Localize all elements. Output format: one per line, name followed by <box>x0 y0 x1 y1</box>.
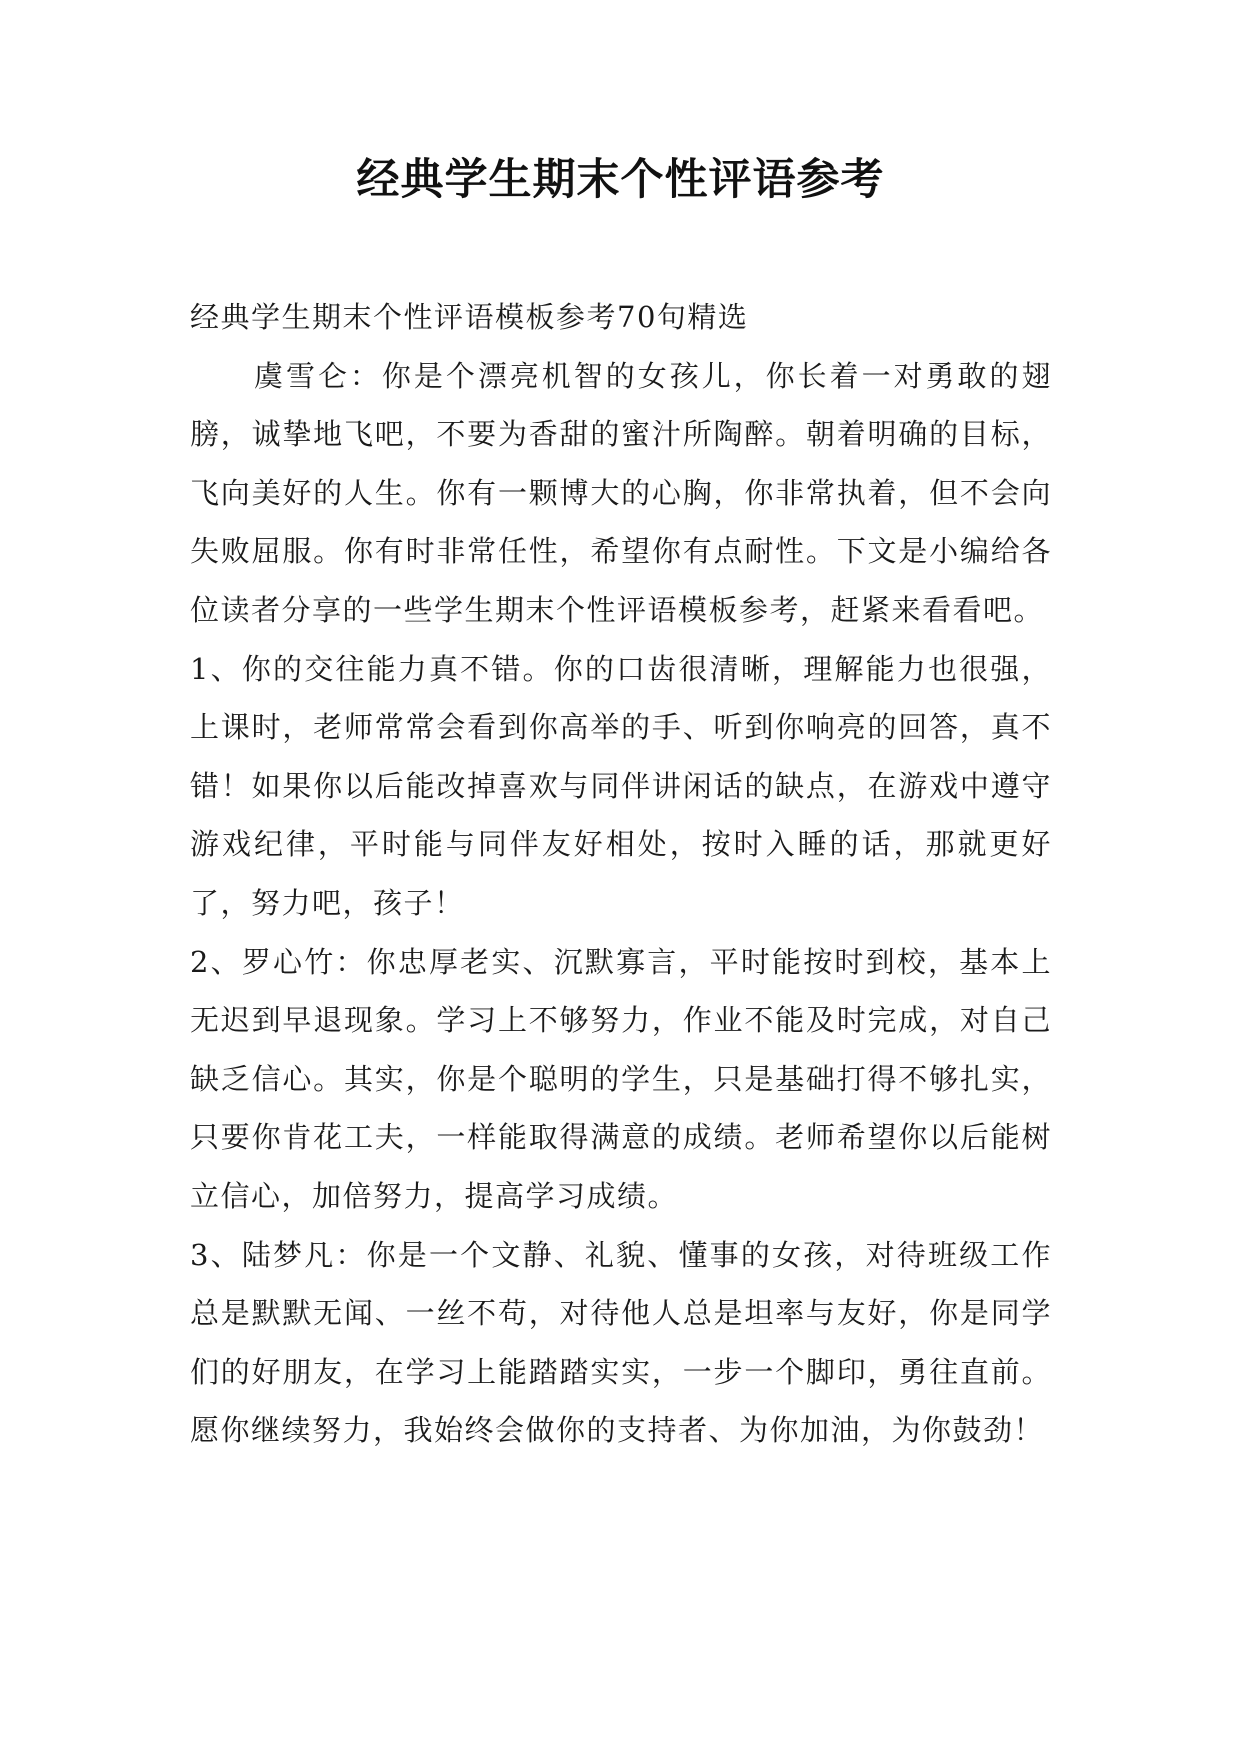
document-subtitle: 经典学生期末个性评语模板参考70句精选 <box>190 300 749 334</box>
document-body <box>190 288 1052 1460</box>
comment-item-1: 1、你的交往能力真不错。你的口齿很清晰，理解能力也很强，上课时，老师常常会看到你高举的手、听到你响亮的回答，真不错！如果你以后能改掉喜欢与同伴讲闲话的缺点，在游戏中遵守游戏纪律，平时能与同伴友好相处，按时入睡的话，那就更好了，努力吧，孩子！ <box>190 651 1052 920</box>
intro-paragraph: 虞雪仑：你是个漂亮机智的女孩儿，你长着一对勇敢的翅膀，诚挚地飞吧，不要为香甜的蜜汁所陶醉。朝着明确的目标，飞向美好的人生。你有一颗博大的心胸，你非常执着，但不会向失败屈服。你有时非常任性，希望你有点耐性。下文是小编给各位读者分享的一些学生期末个性评语模板参考，赶紧来看看吧。 <box>190 358 1052 627</box>
document-title: 经典学生期末个性评语参考 <box>356 155 885 205</box>
comment-item-2: 2、罗心竹：你忠厚老实、沉默寡言，平时能按时到校，基本上无迟到早退现象。学习上不够努力，作业不能及时完成，对自己缺乏信心。其实，你是个聪明的学生，只是基础打得不够扎实，只要你肯花工夫，一样能取得满意的成绩。老师希望你以后能树立信心，加倍努力，提高学习成绩。 <box>190 944 1052 1213</box>
comment-item-3: 3、陆梦凡：你是一个文静、礼貌、懂事的女孩，对待班级工作总是默默无闻、一丝不苟，对待他人总是坦率与友好，你是同学们的好朋友，在学习上能踏踏实实，一步一个脚印，勇往直前。愿你继续努力，我始终会做你的支持者、为你加油，为你鼓劲！ <box>190 1237 1052 1448</box>
